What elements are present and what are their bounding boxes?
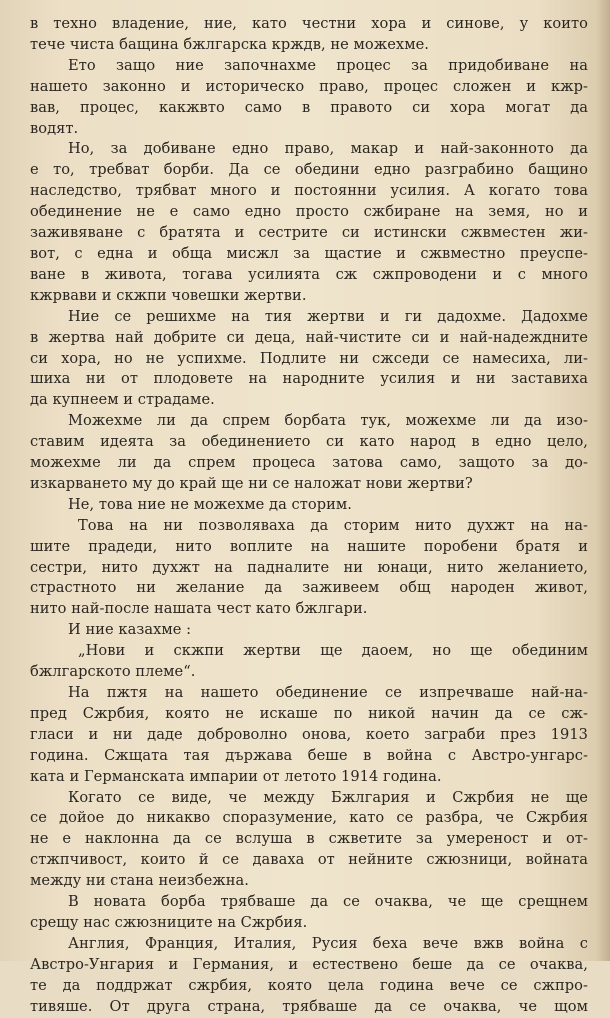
paragraph: [30, 411, 588, 495]
text-line: Но, за добиване едно право, макар и най-законното да: [68, 140, 588, 158]
text-line: ване в живота, тогава усилията сж сжпроводени и с много: [30, 265, 588, 283]
paragraph: [30, 14, 588, 56]
text-line: Ето защо ние започнахме процес за придобиване на: [68, 56, 588, 74]
text-line: страстното ни желание да заживеем общ народен живот,: [30, 579, 588, 597]
page-edge-shadow: [596, 0, 610, 961]
text-line: срещу нас сжюзниците на Сжрбия.: [30, 913, 308, 931]
text-line: Когато се виде, че между Бжлгария и Сжрбия не ще: [68, 788, 588, 806]
paragraph: [30, 307, 588, 412]
text-line: водят.: [30, 119, 79, 137]
text-line: „Нови и скжпи жертви ще даоем, но ще обединим: [78, 642, 588, 660]
text-line: стжпчивост, които й се даваха от нейните сжюзници, войната: [30, 851, 588, 869]
text-line: Не, това ние не можехме да сторим.: [68, 495, 352, 513]
text-line: сестри, нито духжт на падналите ни юнаци, нито желанието,: [30, 558, 588, 576]
text-line: нито най-после нашата чест като бжлгари.: [30, 600, 368, 618]
text-line: между ни стана неизбежна.: [30, 872, 249, 890]
text-line: гласи и ни даде доброволно онова, което заграби през 1913: [30, 725, 588, 743]
paragraph: [30, 788, 588, 893]
text-line: кжрвави и скжпи човешки жертви.: [30, 286, 307, 304]
text-line: Можехме ли да спрем борбата тук, можехме ли да изо-: [68, 412, 588, 430]
text-line: наследство, трябват много и постоянни усилия. А когато това: [30, 182, 588, 200]
text-line: Австро-Унгария и Германия, и естествено беше да се очаква,: [30, 955, 588, 973]
text-line: тивяше. От друга страна, трябваше да се очаква, че щом: [30, 997, 588, 1015]
text-line: шиха ни от плодовете на народните усилия и ни заставиха: [30, 370, 588, 388]
paragraph: [30, 683, 588, 788]
text-line: вав, процес, какжвто само в правото си хора могат да: [30, 98, 588, 116]
text-line: можехме ли да спрем процеса затова само, защото за до-: [30, 454, 588, 472]
text-line: година. Сжщата тая държава беше в война с Австро-унгарс-: [30, 746, 588, 764]
text-line: вот, с една и обща мисжл за щастие и сжвместно преуспе-: [30, 244, 588, 262]
text-line: Ние се решихме на тия жертви и ги дадохме. Дадохме: [68, 307, 588, 325]
text-line: в жертва най добрите си деца, най-чистите си и най-надеждните: [30, 328, 588, 346]
page-text: [30, 14, 588, 1018]
paragraph: [30, 620, 588, 641]
text-line: ката и Германската импарии от летото 1914 година.: [30, 767, 442, 785]
paragraph: [30, 641, 588, 683]
text-line: те да поддржат сжрбия, която цела година вече се сжпро-: [30, 976, 588, 994]
text-line: На пжтя на нашето обединение се изпречваше най-на-: [68, 684, 588, 701]
text-line: бжлгарското племе“.: [30, 663, 196, 681]
text-line: обединение не е само едно просто сжбиране на земя, но и: [30, 203, 588, 221]
text-line: да купнеем и страдаме.: [30, 391, 215, 409]
text-line: изкарването му до край ще ни се наложат нови жертви?: [30, 474, 473, 492]
text-line: ставим идеята за обединението си като народ в едно цело,: [30, 433, 588, 451]
paragraph: [30, 139, 588, 306]
text-line: И ние казахме :: [68, 621, 192, 639]
text-line: пред Сжрбия, която не искаше по никой начин да се сж-: [30, 704, 588, 722]
text-line: В новата борба трябваше да се очаква, че ще срещнем: [68, 893, 588, 911]
text-line: тече чиста бащина бжлгарска крждв, не можехме.: [30, 35, 429, 53]
text-line: не е наклонна да се вслуша в сжветите за умереност и от-: [30, 830, 588, 848]
paragraph: [30, 56, 588, 140]
text-line: заживяване с братята и сестрите си истински сжвместен жи-: [30, 224, 588, 242]
text-line: Това на ни позволяваха да сторим нито духжт на на-: [78, 516, 588, 534]
text-line: шите прадеди, нито воплите на нашите поробени братя и: [30, 537, 588, 555]
paragraph: [30, 934, 588, 1018]
paragraph: [30, 516, 588, 621]
text-line: е то, требват борби. Да се обедини едно разграбино бащино: [30, 161, 588, 179]
text-line: си хора, но не успихме. Подлите ни сжседи се намесиха, ли-: [30, 349, 588, 367]
text-line: в техно владение, ние, като честни хора и синове, у които: [30, 15, 588, 32]
text-line: нашето законно и историческо право, процес сложен и кжр-: [30, 77, 588, 95]
paragraph: [30, 892, 588, 934]
text-line: се дойое до никакво споразумение, като се разбра, че Сжрбия: [30, 809, 588, 827]
paragraph: [30, 495, 588, 516]
text-line: Англия, Франция, Италия, Русия беха вече вжв война с: [68, 934, 588, 952]
